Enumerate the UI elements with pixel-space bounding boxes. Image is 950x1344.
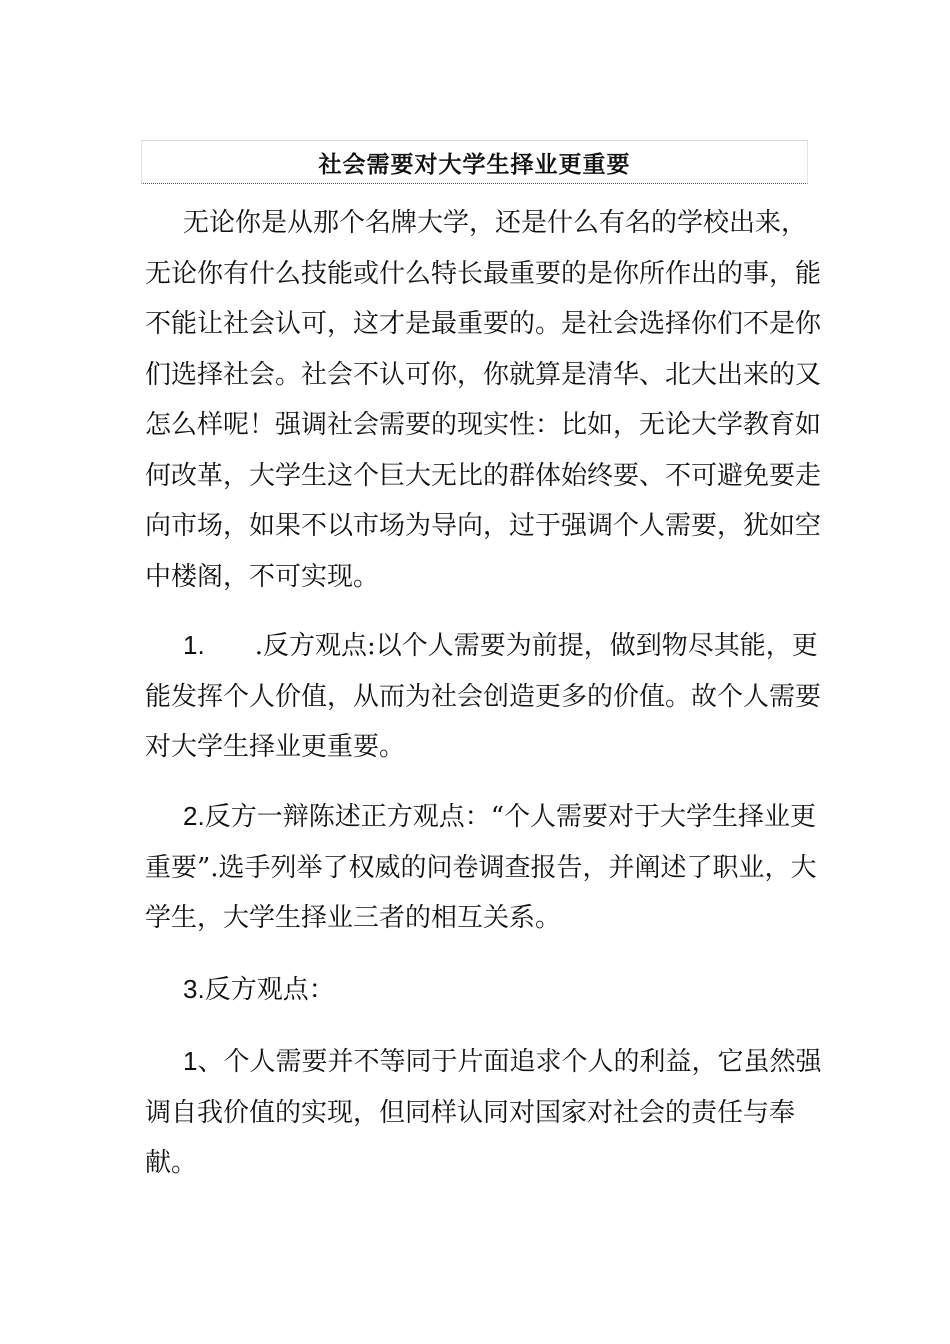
paragraph-3-line: 学生，大学生择业三者的相互关系。 <box>145 903 562 933</box>
paragraph-1-line: 无论你有什么技能或什么特长最重要的是你所作出的事，能 <box>145 258 822 289</box>
paragraph-5 <box>145 1036 822 1189</box>
paragraph-3-first-line <box>145 791 816 843</box>
list-number: 3. <box>183 974 205 1004</box>
paragraph-3 <box>145 791 817 944</box>
paragraph-5-line: 、个人需要并不等同于片面追求个人的利益，它虽然强 <box>197 1047 822 1077</box>
paragraph-1-line: 向市场，如果不以市场为导向，过于强调个人需要，犹如空 <box>145 511 822 541</box>
paragraph-1-line: 何改革，大学生这个巨大无比的群体始终要、不可避免要走 <box>145 460 822 491</box>
paragraph-2-line: .反方观点:以个人需要为前提，做到物尽其能，更 <box>254 631 818 661</box>
paragraph-5-line: 献。 <box>145 1148 198 1178</box>
paragraph-2-first-line <box>145 620 818 672</box>
paragraph-2-line: 对大学生择业更重要。 <box>145 732 406 762</box>
paragraph-1-line: 怎么样呢！强调社会需要的现实性：比如，无论大学教育如 <box>145 410 822 440</box>
paragraph-3-line: 重要”.选手列举了权威的问卷调查报告，并阐述了职业，大 <box>145 852 817 883</box>
paragraph-5-first-line <box>145 1036 822 1088</box>
paragraph-1-line: 无论你是从那个名牌大学，还是什么有名的学校出来， <box>183 208 808 238</box>
paragraph-1-line: 不能让社会认可，这才是最重要的。是社会选择你们不是你 <box>145 309 822 339</box>
document-title: 社会需要对大学生择业更重要 <box>318 151 631 178</box>
list-number: 1 <box>183 1046 198 1076</box>
list-number: 1. <box>183 630 205 660</box>
paragraph-2-line: 能发挥个人价值，从而为社会创造更多的价值。故个人需要 <box>145 681 822 712</box>
paragraph-1 <box>145 198 822 602</box>
title-box <box>141 140 808 184</box>
paragraph-3-line: 反方一辩陈述正方观点：“个人需要对于大学生择业更 <box>204 802 816 832</box>
paragraph-1-line: 中楼阁，不可实现。 <box>145 561 380 592</box>
paragraph-1-line: 们选择社会。社会不认可你，你就算是清华、北大出来的又 <box>145 359 822 390</box>
paragraph-5-line: 调自我价值的实现，但同样认同对国家对社会的责任与奉 <box>145 1097 796 1128</box>
paragraph-4-line <box>145 964 813 1016</box>
paragraph-4-text: 反方观点： <box>204 975 335 1005</box>
paragraph-2 <box>145 620 822 773</box>
list-number: 2. <box>183 801 205 831</box>
paragraph-4 <box>145 964 813 1016</box>
